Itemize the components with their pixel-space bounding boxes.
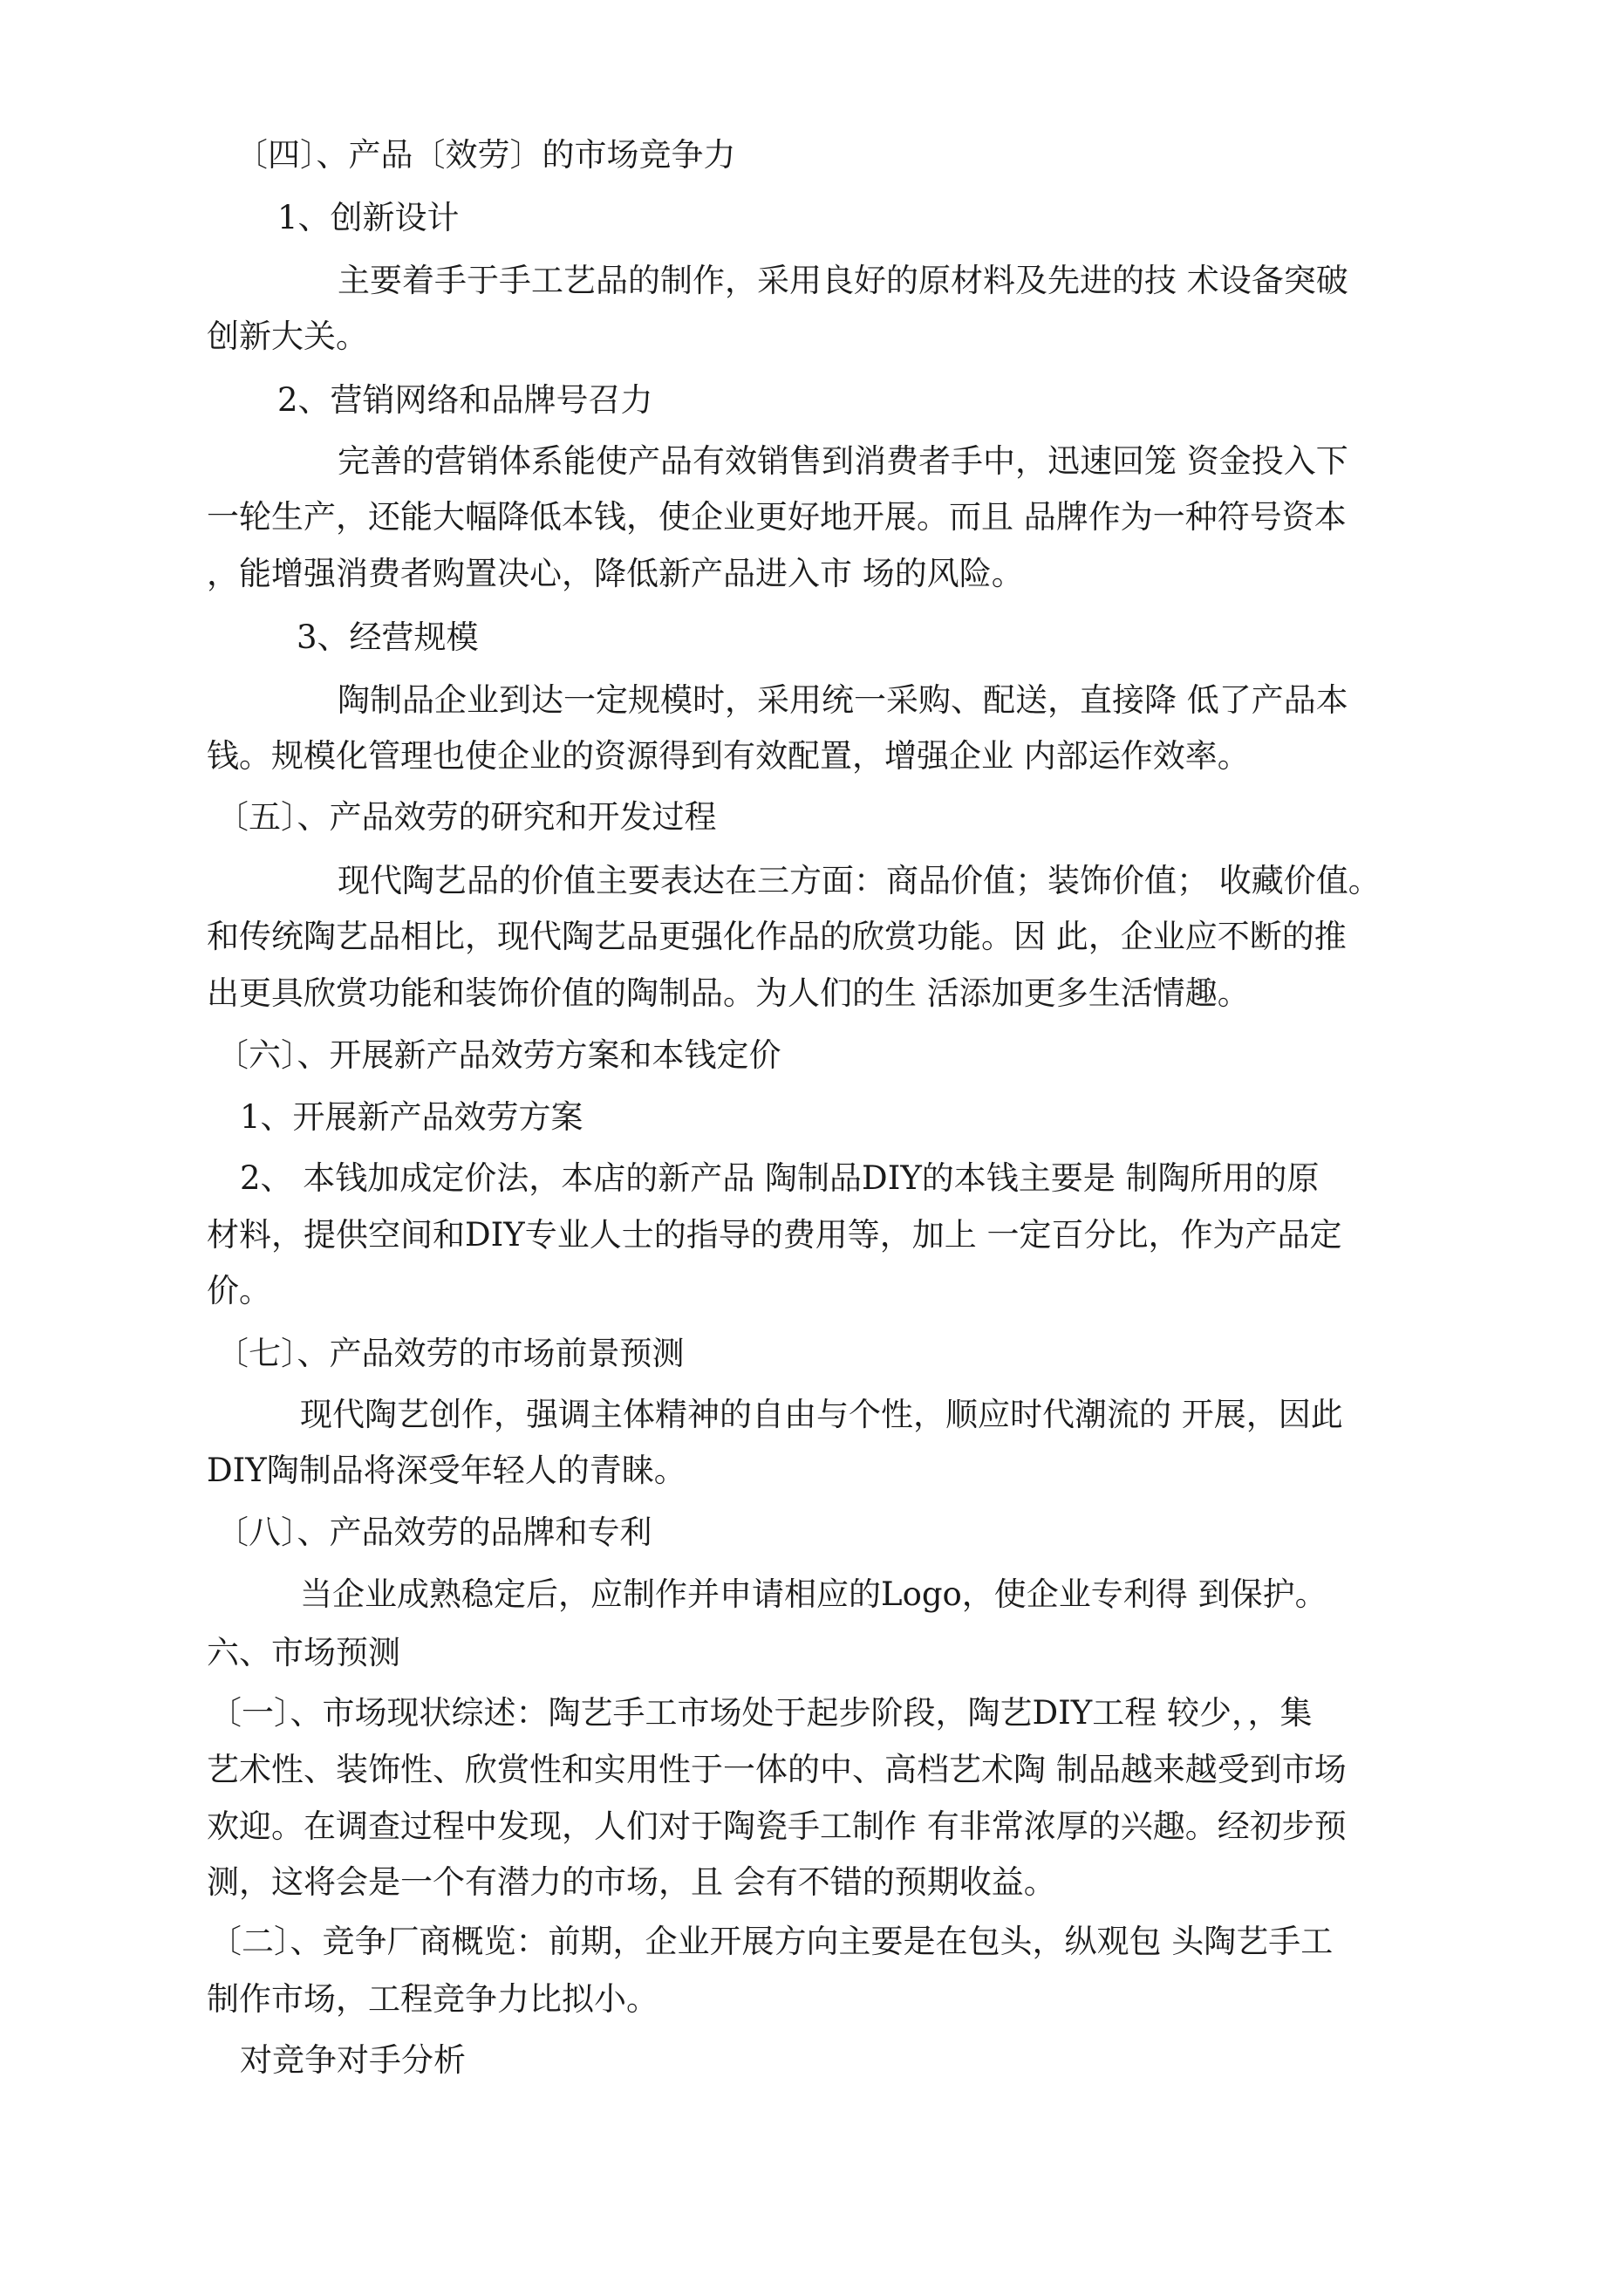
paragraph-line: 测，这将会是一个有潜力的市场，且 会有不错的预期收益。 [207, 1863, 1056, 1901]
paragraph-line: 欢迎。在调查过程中发现，人们对于陶瓷手工制作 有非常浓厚的兴趣。经初步预 [207, 1807, 1347, 1845]
paragraph-line: DIY陶制品将深受年轻人的青睐。 [207, 1452, 686, 1489]
paragraph-line: 陶制品企业到达一定规模时，采用统一采购、配送，直接降 低了产品本 [338, 681, 1348, 719]
section-heading-6: 〔六〕、开展新产品效劳方案和本钱定价 [216, 1036, 781, 1074]
paragraph-line: 〔二〕、竞争厂商概览：前期，企业开展方向主要是在包头，纵观包 头陶艺手工 [209, 1923, 1334, 1960]
section-heading-7: 〔七〕、产品效劳的市场前景预测 [216, 1335, 685, 1372]
paragraph-line: 和传统陶艺品相比，现代陶艺品更强化作品的欣赏功能。因 此，企业应不断的推 [207, 918, 1347, 955]
subheading-innovation-design: 1、创新设计 [277, 199, 460, 236]
paragraph-line: 材料，提供空间和DIY专业人士的指导的费用等，加上 一定百分比，作为产品定 [207, 1216, 1342, 1254]
paragraph-line: 〔一〕、市场现状综述：陶艺手工市场处于起步阶段，陶艺DIY工程 较少，，集 [209, 1694, 1313, 1732]
paragraph-line: ，能增强消费者购置决心，降低新产品进入市 场的风险。 [207, 555, 1024, 592]
paragraph-line: 2、 本钱加成定价法，本店的新产品 陶制品DIY的本钱主要是 制陶所用的原 [240, 1159, 1320, 1197]
paragraph-line: 主要着手于手工艺品的制作，采用良好的原材料及先进的技 术设备突破 [338, 262, 1348, 299]
paragraph-line: 出更具欣赏功能和装饰价值的陶制品。为人们的生 活添加更多生活情趣。 [207, 974, 1250, 1012]
paragraph-line: 创新大关。 [207, 318, 368, 355]
paragraph-line: 完善的营销体系能使产品有效销售到消费者手中，迅速回笼 资金投入下 [338, 442, 1348, 480]
paragraph-line: 当企业成熟稳定后，应制作并申请相应的Logo，使企业专利得 到保护。 [300, 1575, 1327, 1613]
section-heading-8: 〔八〕、产品效劳的品牌和专利 [216, 1514, 652, 1551]
paragraph-line: 一轮生产，还能大幅降低本钱，使企业更好地开展。而且 品牌作为一种符号资本 [207, 498, 1347, 536]
paragraph-line: 钱。规模化管理也使企业的资源得到有效配置，增强企业 内部运作效率。 [207, 737, 1250, 775]
section-heading-5: 〔五〕、产品效劳的研究和开发过程 [216, 798, 717, 836]
subheading-competitor-analysis: 对竞争对手分析 [240, 2041, 466, 2079]
subheading-business-scale: 3、经营规模 [297, 618, 479, 656]
paragraph-line: 艺术性、装饰性、欣赏性和实用性于一体的中、高档艺术陶 制品越来越受到市场 [207, 1751, 1347, 1788]
paragraph-line: 现代陶艺创作，强调主体精神的自由与个性，顺应时代潮流的 开展，因此 [300, 1396, 1343, 1433]
subheading-new-product-plan: 1、开展新产品效劳方案 [240, 1098, 583, 1136]
paragraph-line: 现代陶艺品的价值主要表达在三方面：商品价值；装饰价值； 收藏价值。 [338, 862, 1381, 899]
paragraph-line: 制作市场，工程竞争力比拟小。 [207, 1980, 658, 2018]
subheading-marketing-network: 2、营销网络和品牌号召力 [277, 381, 653, 419]
section-heading-market-forecast: 六、市场预测 [207, 1634, 400, 1671]
section-heading-4: 〔四〕、产品〔效劳〕的市场竞争力 [235, 136, 736, 174]
paragraph-line: 价。 [207, 1272, 271, 1309]
